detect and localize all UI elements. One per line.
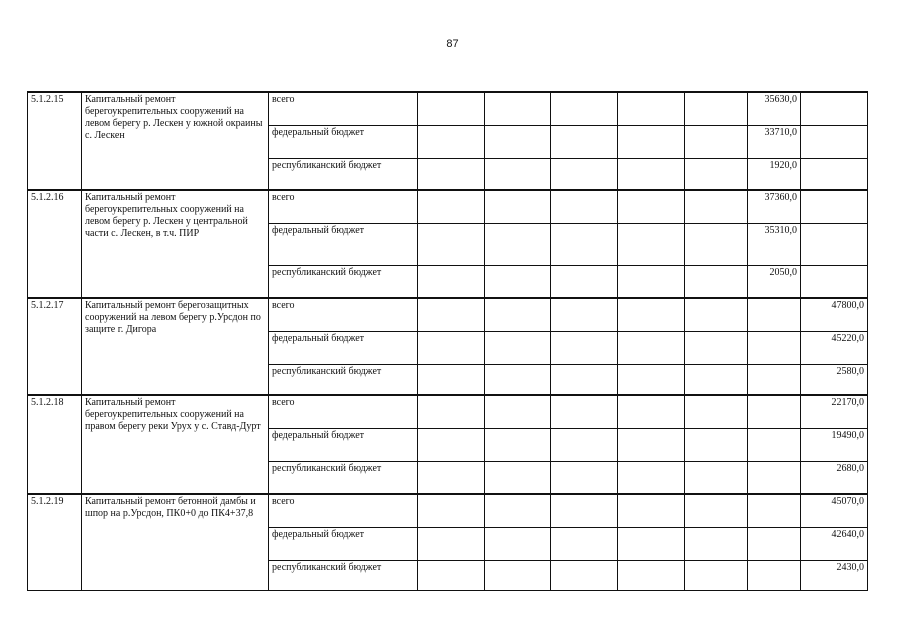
amount-cell-c8 [618, 527, 685, 560]
amount-cell-c9 [685, 494, 748, 527]
amount-cell-c7 [551, 428, 618, 461]
funding-source: федеральный бюджет [269, 428, 418, 461]
amount-cell-c8 [618, 158, 685, 190]
funding-source: федеральный бюджет [269, 125, 418, 158]
amount-cell-c5 [418, 92, 485, 125]
amount-cell-c7 [551, 125, 618, 158]
amount-cell-c11 [801, 223, 868, 265]
amount-cell-c5 [418, 298, 485, 331]
amount-cell-c10 [748, 331, 801, 364]
amount-cell-c8 [618, 265, 685, 298]
funding-source: республиканский бюджет [269, 364, 418, 395]
amount-cell-c7 [551, 461, 618, 494]
amount-cell-c11: 42640,0 [801, 527, 868, 560]
table-row [28, 92, 868, 125]
amount-cell-c10: 35630,0 [748, 92, 801, 125]
item-number: 5.1.2.17 [28, 298, 82, 395]
amount-cell-c10 [748, 298, 801, 331]
amount-cell-c9 [685, 331, 748, 364]
funding-source: всего [269, 494, 418, 527]
amount-cell-c5 [418, 190, 485, 223]
amount-cell-c8 [618, 331, 685, 364]
amount-cell-c9 [685, 560, 748, 590]
funding-source: республиканский бюджет [269, 158, 418, 190]
funding-source: всего [269, 92, 418, 125]
amount-cell-c6 [485, 158, 551, 190]
funding-source: федеральный бюджет [269, 331, 418, 364]
amount-cell-c9 [685, 158, 748, 190]
amount-cell-c10 [748, 428, 801, 461]
table-row [28, 298, 868, 331]
amount-cell-c10 [748, 395, 801, 428]
item-number: 5.1.2.19 [28, 494, 82, 590]
amount-cell-c11 [801, 92, 868, 125]
amount-cell-c11: 19490,0 [801, 428, 868, 461]
funding-source: республиканский бюджет [269, 461, 418, 494]
table-row [28, 395, 868, 428]
amount-cell-c7 [551, 265, 618, 298]
amount-cell-c9 [685, 265, 748, 298]
amount-cell-c9 [685, 190, 748, 223]
amount-cell-c11: 2580,0 [801, 364, 868, 395]
funding-source: всего [269, 298, 418, 331]
funding-source: всего [269, 190, 418, 223]
amount-cell-c5 [418, 158, 485, 190]
amount-cell-c9 [685, 527, 748, 560]
amount-cell-c11: 2680,0 [801, 461, 868, 494]
amount-cell-c6 [485, 560, 551, 590]
amount-cell-c11: 2430,0 [801, 560, 868, 590]
table-body [28, 92, 868, 590]
funding-source: республиканский бюджет [269, 560, 418, 590]
amount-cell-c10: 1920,0 [748, 158, 801, 190]
amount-cell-c6 [485, 92, 551, 125]
amount-cell-c6 [485, 395, 551, 428]
funding-source: федеральный бюджет [269, 223, 418, 265]
amount-cell-c7 [551, 331, 618, 364]
amount-cell-c9 [685, 223, 748, 265]
table-row [28, 190, 868, 223]
table-row [28, 494, 868, 527]
amount-cell-c10: 35310,0 [748, 223, 801, 265]
amount-cell-c8 [618, 92, 685, 125]
amount-cell-c10 [748, 494, 801, 527]
amount-cell-c7 [551, 527, 618, 560]
amount-cell-c6 [485, 223, 551, 265]
item-number: 5.1.2.16 [28, 190, 82, 298]
amount-cell-c7 [551, 190, 618, 223]
amount-cell-c6 [485, 331, 551, 364]
amount-cell-c7 [551, 494, 618, 527]
amount-cell-c8 [618, 223, 685, 265]
amount-cell-c5 [418, 560, 485, 590]
amount-cell-c8 [618, 494, 685, 527]
item-name: Капитальный ремонт берегоукрепительных сооружений на левом берегу р. Лескен у центральной части с. Лескен, в т.ч. ПИР [82, 190, 269, 298]
amount-cell-c5 [418, 428, 485, 461]
amount-cell-c10 [748, 461, 801, 494]
amount-cell-c5 [418, 125, 485, 158]
amount-cell-c5 [418, 527, 485, 560]
amount-cell-c11: 22170,0 [801, 395, 868, 428]
item-name: Капитальный ремонт берегоукрепительных сооружений на левом берегу р. Лескен у южной окраины с. Лескен [82, 92, 269, 190]
amount-cell-c11 [801, 265, 868, 298]
amount-cell-c6 [485, 298, 551, 331]
amount-cell-c10: 37360,0 [748, 190, 801, 223]
amount-cell-c6 [485, 461, 551, 494]
item-name: Капитальный ремонт берегозащитных сооружений на левом берегу р.Урсдон по защите г. Дигора [82, 298, 269, 395]
amount-cell-c5 [418, 223, 485, 265]
amount-cell-c8 [618, 364, 685, 395]
amount-cell-c5 [418, 395, 485, 428]
amount-cell-c5 [418, 331, 485, 364]
amount-cell-c11: 45220,0 [801, 331, 868, 364]
amount-cell-c10: 2050,0 [748, 265, 801, 298]
amount-cell-c5 [418, 461, 485, 494]
amount-cell-c8 [618, 428, 685, 461]
amount-cell-c6 [485, 125, 551, 158]
amount-cell-c11: 47800,0 [801, 298, 868, 331]
amount-cell-c10 [748, 364, 801, 395]
amount-cell-c9 [685, 428, 748, 461]
amount-cell-c8 [618, 125, 685, 158]
amount-cell-c9 [685, 395, 748, 428]
amount-cell-c11: 45070,0 [801, 494, 868, 527]
amount-cell-c6 [485, 364, 551, 395]
amount-cell-c11 [801, 158, 868, 190]
amount-cell-c9 [685, 92, 748, 125]
amount-cell-c5 [418, 364, 485, 395]
amount-cell-c11 [801, 190, 868, 223]
item-number: 5.1.2.15 [28, 92, 82, 190]
amount-cell-c7 [551, 560, 618, 590]
amount-cell-c10: 33710,0 [748, 125, 801, 158]
amount-cell-c7 [551, 223, 618, 265]
amount-cell-c10 [748, 560, 801, 590]
amount-cell-c6 [485, 428, 551, 461]
amount-cell-c8 [618, 560, 685, 590]
amount-cell-c6 [485, 527, 551, 560]
funding-source: федеральный бюджет [269, 527, 418, 560]
amount-cell-c7 [551, 298, 618, 331]
amount-cell-c6 [485, 494, 551, 527]
amount-cell-c7 [551, 395, 618, 428]
amount-cell-c6 [485, 265, 551, 298]
amount-cell-c9 [685, 461, 748, 494]
amount-cell-c8 [618, 395, 685, 428]
amount-cell-c8 [618, 298, 685, 331]
amount-cell-c6 [485, 190, 551, 223]
amount-cell-c10 [748, 527, 801, 560]
amount-cell-c7 [551, 364, 618, 395]
amount-cell-c9 [685, 298, 748, 331]
funding-source: республиканский бюджет [269, 265, 418, 298]
item-name: Капитальный ремонт берегоукрепительных сооружений на правом берегу реки Урух у с. Ставд-Дурт [82, 395, 269, 494]
amount-cell-c11 [801, 125, 868, 158]
amount-cell-c8 [618, 190, 685, 223]
amount-cell-c9 [685, 125, 748, 158]
page-number: 87 [446, 38, 459, 50]
amount-cell-c8 [618, 461, 685, 494]
item-name: Капитальный ремонт бетонной дамбы и шпор на р.Урсдон, ПК0+0 до ПК4+37,8 [82, 494, 269, 590]
amount-cell-c7 [551, 92, 618, 125]
amount-cell-c9 [685, 364, 748, 395]
amount-cell-c7 [551, 158, 618, 190]
funding-source: всего [269, 395, 418, 428]
amount-cell-c5 [418, 265, 485, 298]
budget-table [27, 91, 868, 591]
item-number: 5.1.2.18 [28, 395, 82, 494]
amount-cell-c5 [418, 494, 485, 527]
